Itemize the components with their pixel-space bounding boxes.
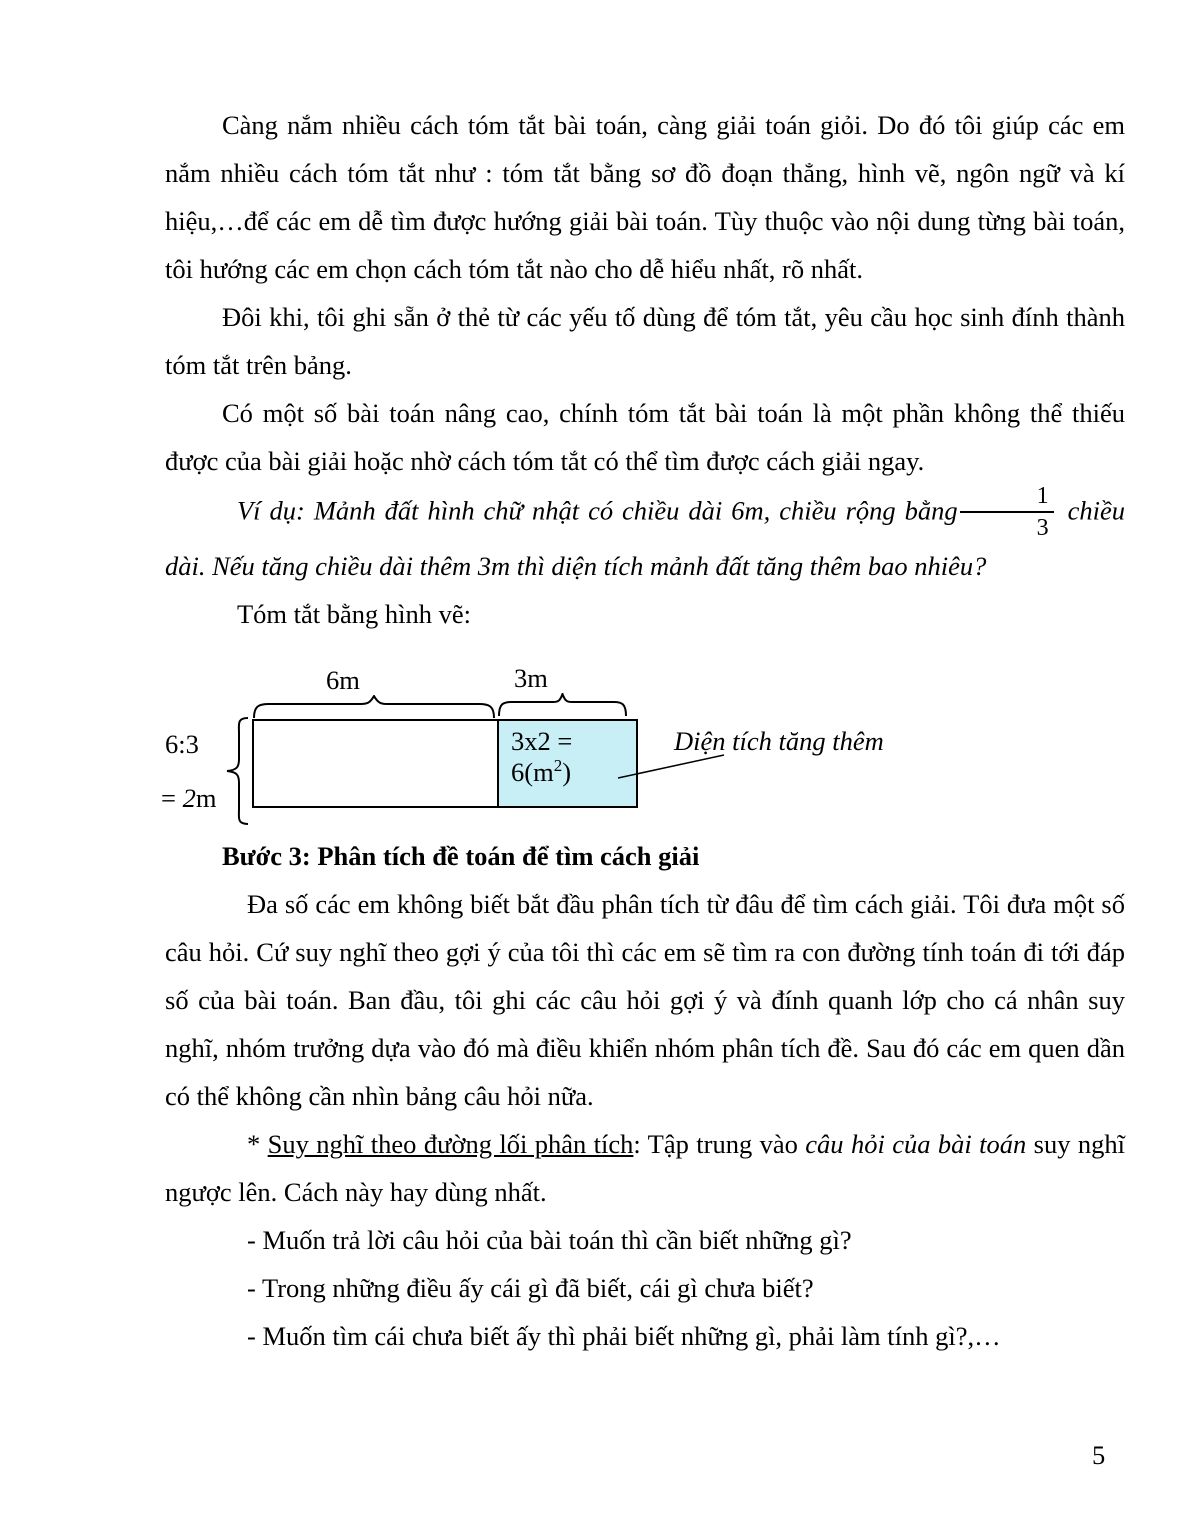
bullet-question-2: - Trong những điều ấy cái gì đã biết, cái gì chưa biết?: [247, 1273, 814, 1303]
paragraph-advanced: Có một số bài toán nâng cao, chính tóm tắt bài toán là một phần không thể thiếu được của bài giải hoặc nhờ cách tóm tắt có thể tìm được cách giải ngay.: [165, 398, 1125, 476]
paragraph-analysis-method: [165, 1120, 1125, 1216]
division-6-3-label: 6:3: [165, 729, 199, 759]
callout-pointer-line: [612, 749, 730, 781]
land-rectangle: [252, 719, 638, 808]
square-exponent: 2: [553, 756, 563, 776]
asterisk-marker: *: [247, 1129, 268, 1159]
value-2: 2: [182, 783, 196, 813]
step-3-heading: Bước 3: Phân tích đề toán để tìm cách giải: [222, 841, 700, 871]
fraction-numerator: 1: [960, 483, 1054, 513]
rectangle-diagram: [0, 644, 1190, 832]
analysis-tail-text: suy nghĩ ngược lên. Cách này hay dùng nhất.: [165, 1129, 1125, 1207]
cell-formula-line1: 3x2 =: [511, 726, 573, 756]
paragraph-summary-methods: Càng nắm nhiều cách tóm tắt bài toán, càng giải toán giỏi. Do đó tôi giúp các em nắm nhiều cách tóm tắt như : tóm tắt bằng sơ đồ đoạn thẳng, hình vẽ, ngôn ngữ và kí hiệu,…để các em dễ tìm được hướng giải bài toán. Tùy thuộc vào nội dung từng bài toán, tôi hướng các em chọn cách tóm tắt nào cho dễ hiểu nhất, rõ nhất.: [165, 110, 1125, 284]
summary-by-drawing-label: Tóm tắt bằng hình vẽ:: [237, 599, 472, 629]
bullet-question-3: - Muốn tìm cái chưa biết ấy thì phải biết những gì, phải làm tính gì?,…: [247, 1321, 1001, 1351]
fraction-denominator: 3: [1036, 515, 1049, 541]
added-area-callout-label: Diện tích tăng thêm: [674, 726, 884, 756]
analysis-mid-text: : Tập trung vào: [633, 1129, 806, 1159]
fraction-one-third: [960, 483, 1054, 540]
paragraph-analysis-intro: Đa số các em không biết bắt đầu phân tích từ đâu để tìm cách giải. Tôi đưa một số câu hỏi. Cứ suy nghĩ theo gợi ý của tôi thì các em sẽ tìm ra con đường tính toán đi tới đáp số của bài toán. Ban đầu, tôi ghi các câu hỏi gợi ý và đính quanh lớp cho cá nhân suy nghĩ, nhóm trưởng dựa vào đó mà điều khiển nhóm phân tích đề. Sau đó các em quen dần có thể không cần nhìn bảng câu hỏi nữa.: [165, 889, 1125, 1111]
cell-line2-pre: 6(m: [511, 757, 554, 787]
paragraph-example: [165, 485, 1125, 590]
equals-2m-label: [161, 783, 216, 813]
paragraph-cards: Đôi khi, tôi ghi sẵn ở thẻ từ các yếu tố dùng để tóm tắt, yêu cầu học sinh đính thành tóm tắt trên bảng.: [165, 302, 1125, 380]
overbrace-3m: [498, 693, 627, 717]
example-text-before-fraction: Ví dụ: Mảnh đất hình chữ nhật có chiều dài 6m, chiều rộng bằng: [237, 495, 958, 526]
analysis-italic-phrase: câu hỏi của bài toán: [805, 1129, 1027, 1159]
equals-sign: =: [161, 783, 183, 813]
bullet-question-1: - Muốn trả lời câu hỏi của bài toán thì cần biết những gì?: [247, 1225, 852, 1255]
unit-m: m: [195, 783, 217, 813]
page-number: 5: [1092, 1440, 1106, 1470]
cell-line2-post: ): [562, 757, 572, 787]
analysis-method-title: Suy nghĩ theo đường lối phân tích: [267, 1129, 634, 1159]
length-3m-label: 3m: [514, 663, 548, 693]
length-6m-label: 6m: [326, 665, 360, 695]
overbrace-6m: [253, 695, 495, 719]
example-text-after-fraction: chiều dài. Nếu tăng chiều dài thêm 3m thì diện tích mảnh đất tăng thêm bao nhiêu?: [165, 495, 1126, 581]
left-curly-brace: [222, 717, 250, 825]
